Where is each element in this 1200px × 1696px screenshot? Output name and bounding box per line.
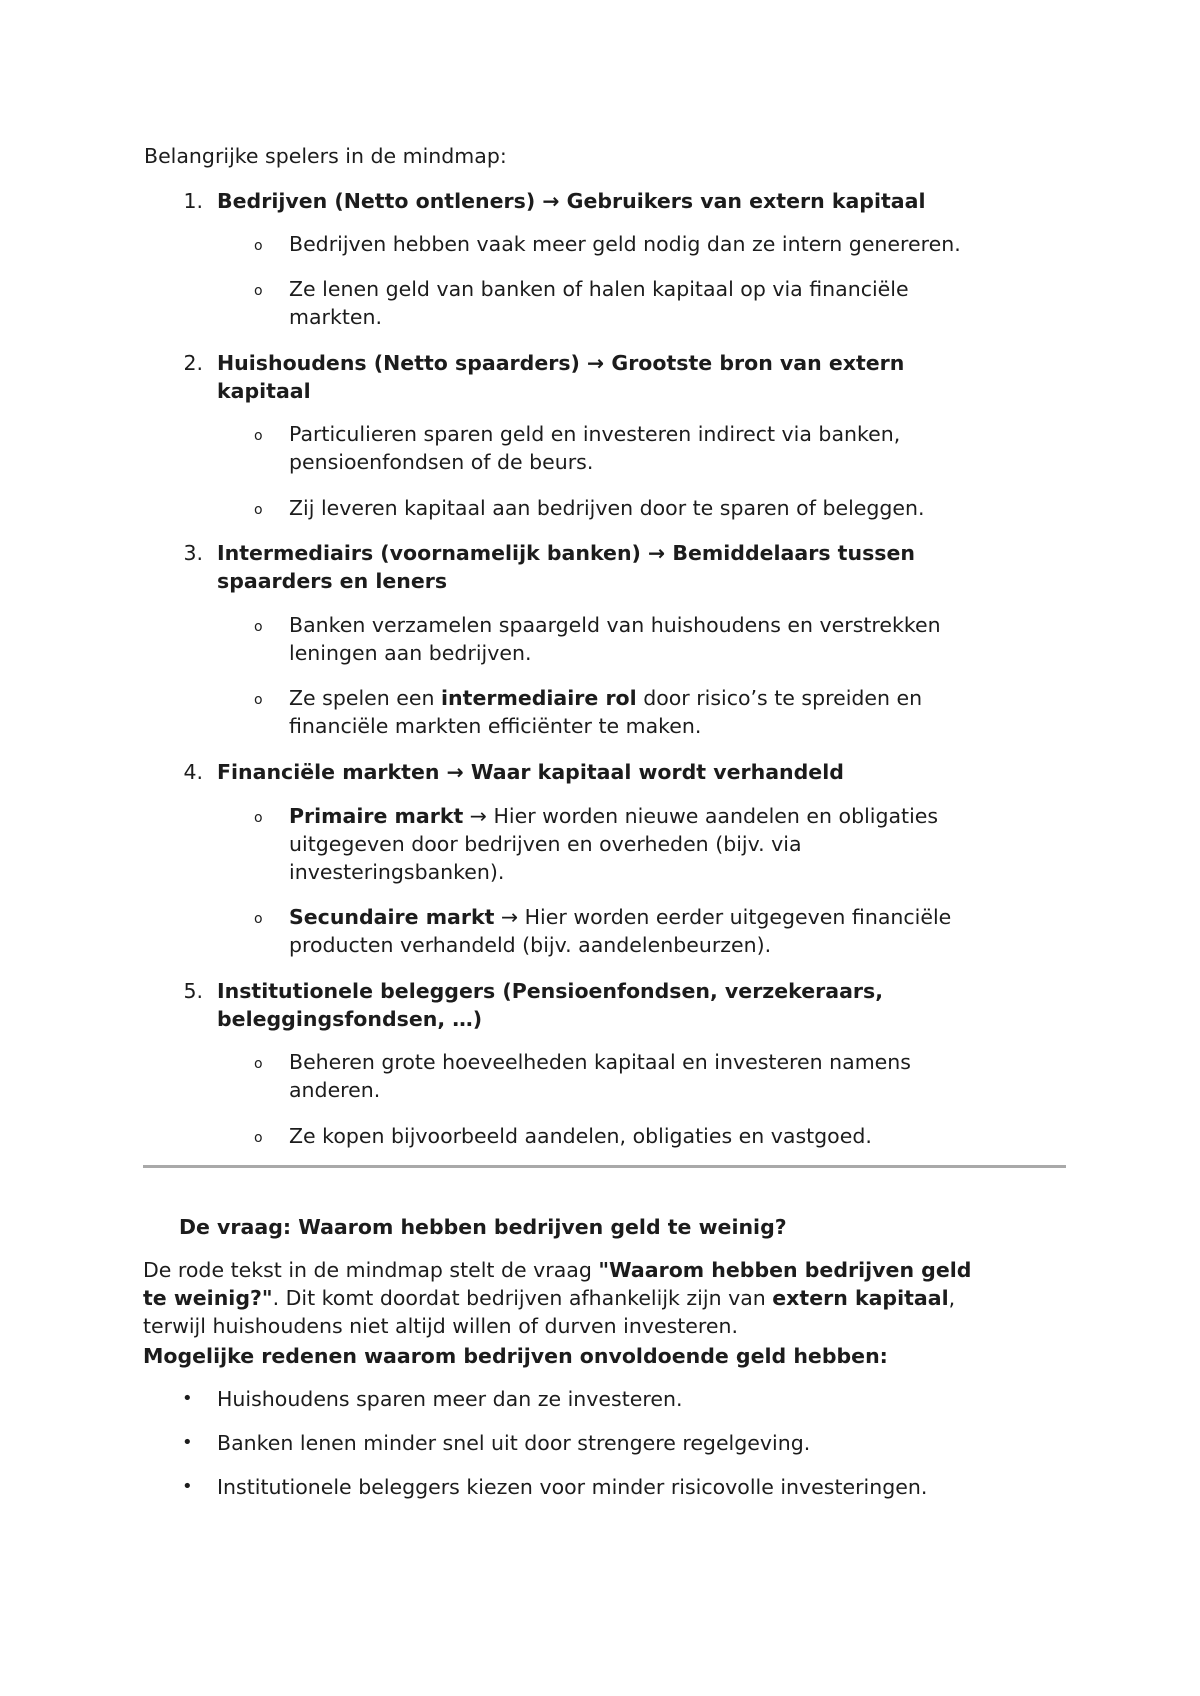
sub-bullet-text: Zij leveren kapitaal aan bedrijven door te sparen of beleggen. [289,496,925,520]
sub-bullet-text: markten. [289,305,382,329]
list-item-title: Intermediairs (voornamelijk banken) → Bemiddelaars tussen [217,541,915,565]
sub-bullet-text: investeringsbanken). [289,860,505,884]
list-item-title: beleggingsfondsen, …) [217,1007,483,1031]
reason-item: Banken lenen minder snel uit door strengere regelgeving. [217,1431,811,1455]
list-item-title: Financiële markten → Waar kapitaal wordt verhandeld [217,760,844,784]
sub-bullet-text: anderen. [289,1078,381,1102]
list-item-title: Institutionele beleggers (Pensioenfondsen, verzekeraars, [217,979,883,1003]
sub-bullet-text: leningen aan bedrijven. [289,641,532,665]
list-item-title: spaarders en leners [217,569,448,593]
dot-bullet-icon: • [182,1432,193,1453]
reasons-heading: Mogelijke redenen waarom bedrijven onvoldoende geld hebben: [143,1344,888,1368]
horizontal-divider [143,1165,1066,1168]
sub-bullet-text: Ze lenen geld van banken of halen kapitaal op via financiële [289,277,909,301]
sub-bullet-text: pensioenfondsen of de beurs. [289,450,594,474]
sub-bullet-text: uitgegeven door bedrijven en overheden (bijv. via [289,832,802,856]
circle-bullet-icon: o [254,502,263,518]
sub-bullet-text: financiële markten efficiënter te maken. [289,714,702,738]
list-number: 1. [183,189,203,213]
sub-bullet-text: Beheren grote hoeveelheden kapitaal en investeren namens [289,1050,911,1074]
reason-item: Huishoudens sparen meer dan ze investeren. [217,1387,683,1411]
circle-bullet-icon: o [254,283,263,299]
circle-bullet-icon: o [254,810,263,826]
circle-bullet-icon: o [254,428,263,444]
list-item-title: kapitaal [217,379,311,403]
sub-bullet-text: Particulieren sparen geld en investeren indirect via banken, [289,422,901,446]
list-item-title: Bedrijven (Netto ontleners) → Gebruikers van extern kapitaal [217,189,926,213]
circle-bullet-icon: o [254,911,263,927]
circle-bullet-icon: o [254,692,263,708]
circle-bullet-icon: o [254,1130,263,1146]
sub-bullet-text: Banken verzamelen spaargeld van huishoudens en verstrekken [289,613,941,637]
list-item-title: Huishoudens (Netto spaarders) → Grootste bron van extern [217,351,905,375]
circle-bullet-icon: o [254,238,263,254]
question-heading: De vraag: Waarom hebben bedrijven geld te weinig? [179,1215,787,1239]
sub-bullet-text: Secundaire markt → Hier worden eerder uitgegeven financiële [289,905,952,929]
sub-bullet-text: Ze kopen bijvoorbeeld aandelen, obligaties en vastgoed. [289,1124,872,1148]
list-number: 2. [183,351,203,375]
sub-bullet-text: Bedrijven hebben vaak meer geld nodig dan ze intern genereren. [289,232,961,256]
section-heading: Belangrijke spelers in de mindmap: [144,144,507,168]
sub-bullet-text: Primaire markt → Hier worden nieuwe aandelen en obligaties [289,804,939,828]
dot-bullet-icon: • [182,1388,193,1409]
list-number: 5. [183,979,203,1003]
question-paragraph-line: terwijl huishoudens niet altijd willen of durven investeren. [143,1314,739,1338]
circle-bullet-icon: o [254,1056,263,1072]
list-number: 4. [183,760,203,784]
question-paragraph-line: te weinig?". Dit komt doordat bedrijven afhankelijk zijn van extern kapitaal, [143,1286,956,1310]
list-number: 3. [183,541,203,565]
circle-bullet-icon: o [254,619,263,635]
sub-bullet-text: Ze spelen een intermediaire rol door risico’s te spreiden en [289,686,923,710]
question-paragraph-line: De rode tekst in de mindmap stelt de vraag "Waarom hebben bedrijven geld [143,1258,972,1282]
sub-bullet-text: producten verhandeld (bijv. aandelenbeurzen). [289,933,772,957]
reason-item: Institutionele beleggers kiezen voor minder risicovolle investeringen. [217,1475,928,1499]
dot-bullet-icon: • [182,1476,193,1497]
